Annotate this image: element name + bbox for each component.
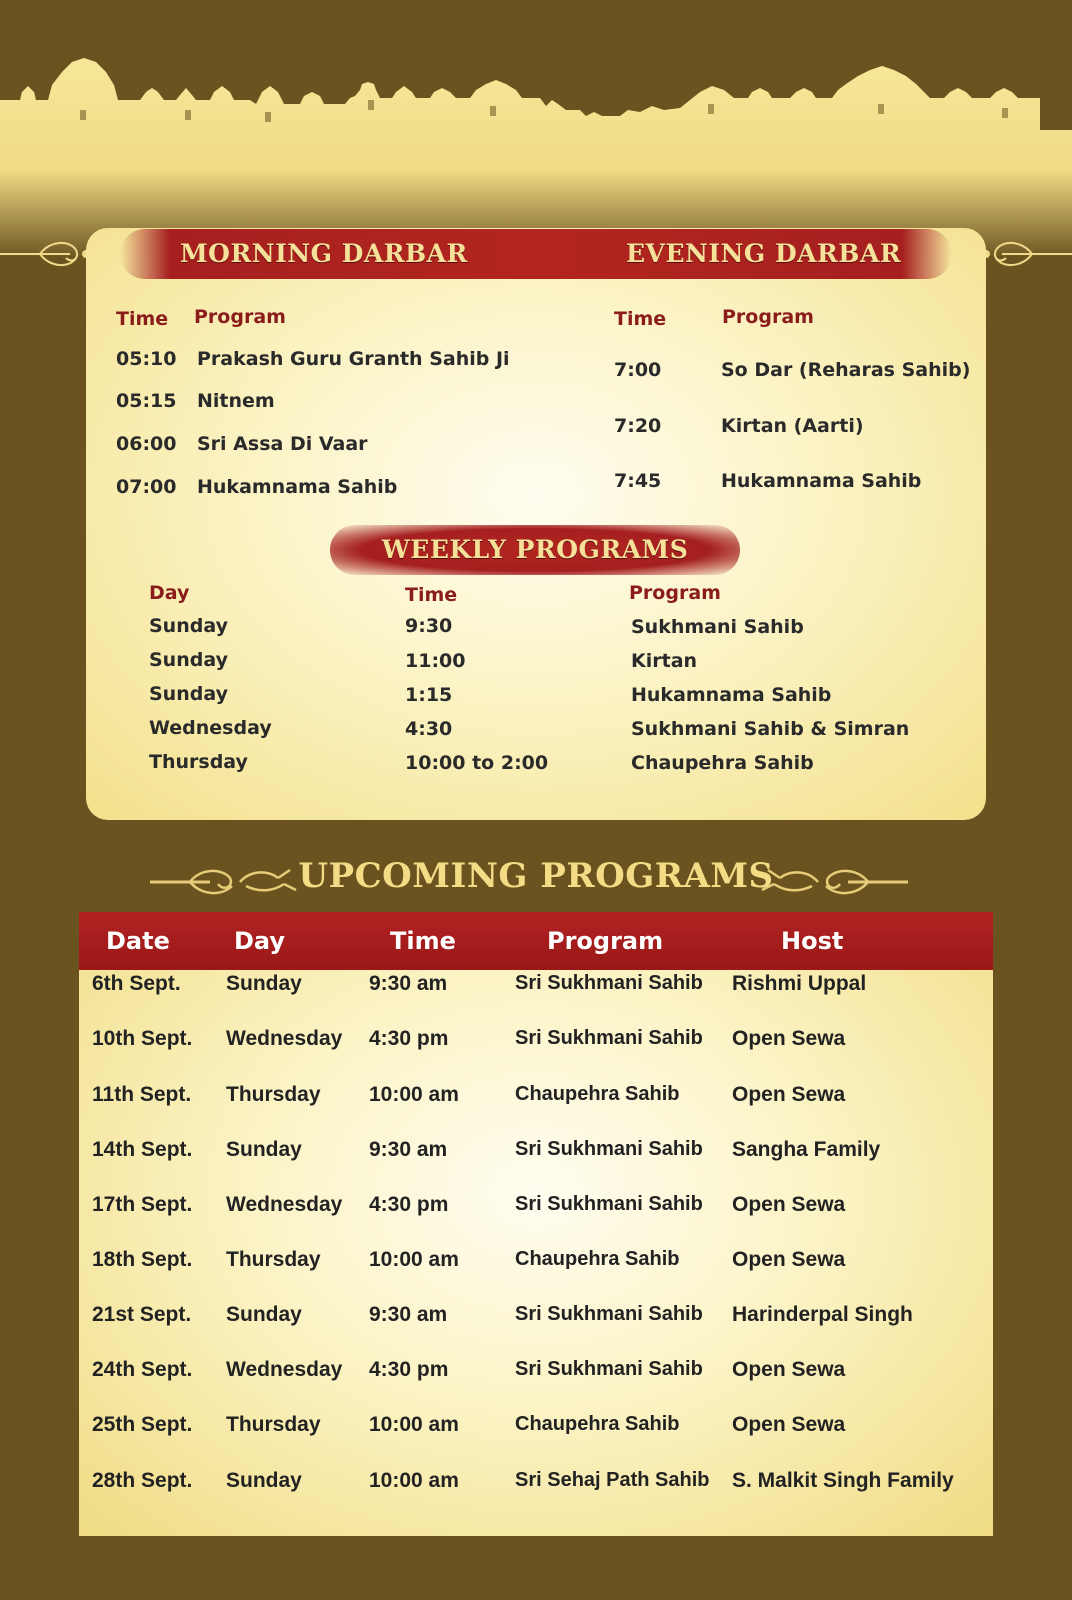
cell-day: Thursday (226, 1248, 321, 1271)
cell-time: 9:30 am (369, 1303, 448, 1326)
cell-day: Wednesday (226, 1027, 343, 1050)
weekly-row-day: Sunday (149, 649, 228, 671)
morning-time-label: Time (116, 308, 169, 330)
cell-time: 9:30 am (369, 1138, 448, 1161)
cell-host: Sangha Family (732, 1138, 881, 1161)
cell-time: 10:00 am (369, 1469, 459, 1492)
weekly-row-day: Sunday (149, 615, 228, 637)
evening-row-time: 7:20 (614, 415, 662, 437)
darbar-ribbon (120, 229, 952, 279)
cell-day: Sunday (226, 1303, 302, 1326)
cell-date: 21st Sept. (92, 1303, 192, 1326)
cell-day: Sunday (226, 972, 302, 995)
cell-time: 10:00 am (369, 1083, 459, 1106)
cell-program: Chaupehra Sahib (515, 1083, 680, 1105)
weekly-row-time: 10:00 to 2:00 (405, 752, 549, 774)
morning-row-time: 07:00 (116, 476, 177, 498)
cell-day: Wednesday (226, 1193, 343, 1216)
cell-day: Sunday (226, 1138, 302, 1161)
morning-row-time: 05:15 (116, 390, 177, 412)
weekly-row-program: Kirtan (631, 650, 698, 672)
morning-row-program: Sri Assa Di Vaar (197, 433, 368, 455)
cell-day: Thursday (226, 1083, 321, 1106)
palace-skyline-illustration (0, 0, 1072, 260)
cell-date: 11th Sept. (92, 1083, 192, 1106)
header-day: Day (234, 927, 286, 955)
header-date: Date (106, 927, 170, 955)
cell-program: Sri Sukhmani Sahib (515, 1138, 703, 1160)
cell-time: 4:30 pm (369, 1358, 449, 1381)
cell-host: Open Sewa (732, 1027, 846, 1050)
evening-row-program: So Dar (Reharas Sahib) (721, 359, 971, 381)
cell-time: 10:00 am (369, 1248, 459, 1271)
cell-host: S. Malkit Singh Family (732, 1469, 954, 1492)
weekly-row-day: Thursday (149, 751, 248, 773)
morning-darbar-title: MORNING DARBAR (180, 239, 468, 268)
weekly-row-program: Chaupehra Sahib (631, 752, 814, 774)
cell-time: 4:30 pm (369, 1193, 449, 1216)
upcoming-programs-title: UPCOMING PROGRAMS (298, 856, 774, 896)
cell-day: Sunday (226, 1469, 302, 1492)
cell-day: Thursday (226, 1413, 321, 1436)
weekly-row-time: 1:15 (405, 684, 453, 706)
weekly-row-time: 11:00 (405, 650, 466, 672)
morning-row-program: Prakash Guru Granth Sahib Ji (197, 348, 510, 370)
cell-date: 17th Sept. (92, 1193, 193, 1216)
upcoming-programs-table (79, 912, 993, 1536)
cell-program: Sri Sukhmani Sahib (515, 1358, 703, 1380)
table-header (79, 912, 993, 970)
cell-program: Sri Sukhmani Sahib (515, 1303, 703, 1325)
cell-time: 9:30 am (369, 972, 448, 995)
evening-row-program: Hukamnama Sahib (721, 470, 922, 492)
evening-time-label: Time (614, 308, 667, 330)
morning-program-label: Program (194, 306, 286, 328)
header-host: Host (781, 927, 844, 955)
cell-program: Chaupehra Sahib (515, 1413, 680, 1435)
cell-host: Open Sewa (732, 1358, 846, 1381)
evening-row-time: 7:45 (614, 470, 662, 492)
header-program: Program (547, 927, 664, 955)
cell-time: 4:30 pm (369, 1027, 449, 1050)
cell-host: Open Sewa (732, 1083, 846, 1106)
weekly-row-day: Sunday (149, 683, 228, 705)
morning-row-program: Nitnem (197, 390, 275, 412)
weekly-row-program: Hukamnama Sahib (631, 684, 832, 706)
weekly-row-time: 9:30 (405, 615, 453, 637)
weekly-row-day: Wednesday (149, 717, 272, 739)
header-time: Time (390, 927, 456, 955)
cell-host: Open Sewa (732, 1248, 846, 1271)
cell-date: 25th Sept. (92, 1413, 193, 1436)
cell-host: Open Sewa (732, 1413, 846, 1436)
cell-time: 10:00 am (369, 1413, 459, 1436)
cell-date: 28th Sept. (92, 1469, 193, 1492)
cell-date: 24th Sept. (92, 1358, 193, 1381)
cell-date: 14th Sept. (92, 1138, 193, 1161)
cell-host: Harinderpal Singh (732, 1303, 913, 1326)
evening-row-time: 7:00 (614, 359, 662, 381)
cell-date: 18th Sept. (92, 1248, 193, 1271)
cell-day: Wednesday (226, 1358, 343, 1381)
cell-program: Sri Sehaj Path Sahib (515, 1469, 710, 1491)
weekly-programs-title: WEEKLY PROGRAMS (330, 525, 740, 575)
weekly-program-label: Program (629, 582, 721, 604)
morning-row-program: Hukamnama Sahib (197, 476, 398, 498)
cell-date: 10th Sept. (92, 1027, 193, 1050)
weekly-row-time: 4:30 (405, 718, 453, 740)
cell-program: Chaupehra Sahib (515, 1248, 680, 1270)
cell-program: Sri Sukhmani Sahib (515, 972, 703, 994)
weekly-time-label: Time (405, 584, 458, 606)
cell-host: Open Sewa (732, 1193, 846, 1216)
cell-host: Rishmi Uppal (732, 972, 867, 995)
weekly-row-program: Sukhmani Sahib & Simran (631, 718, 910, 740)
evening-darbar-title: EVENING DARBAR (626, 239, 902, 268)
cell-program: Sri Sukhmani Sahib (515, 1193, 703, 1215)
cell-program: Sri Sukhmani Sahib (515, 1027, 703, 1049)
weekly-day-label: Day (149, 582, 190, 604)
evening-program-label: Program (722, 306, 814, 328)
evening-row-program: Kirtan (Aarti) (721, 415, 864, 437)
morning-row-time: 05:10 (116, 348, 177, 370)
cell-date: 6th Sept. (92, 972, 181, 995)
morning-row-time: 06:00 (116, 433, 177, 455)
weekly-row-program: Sukhmani Sahib (631, 616, 804, 638)
